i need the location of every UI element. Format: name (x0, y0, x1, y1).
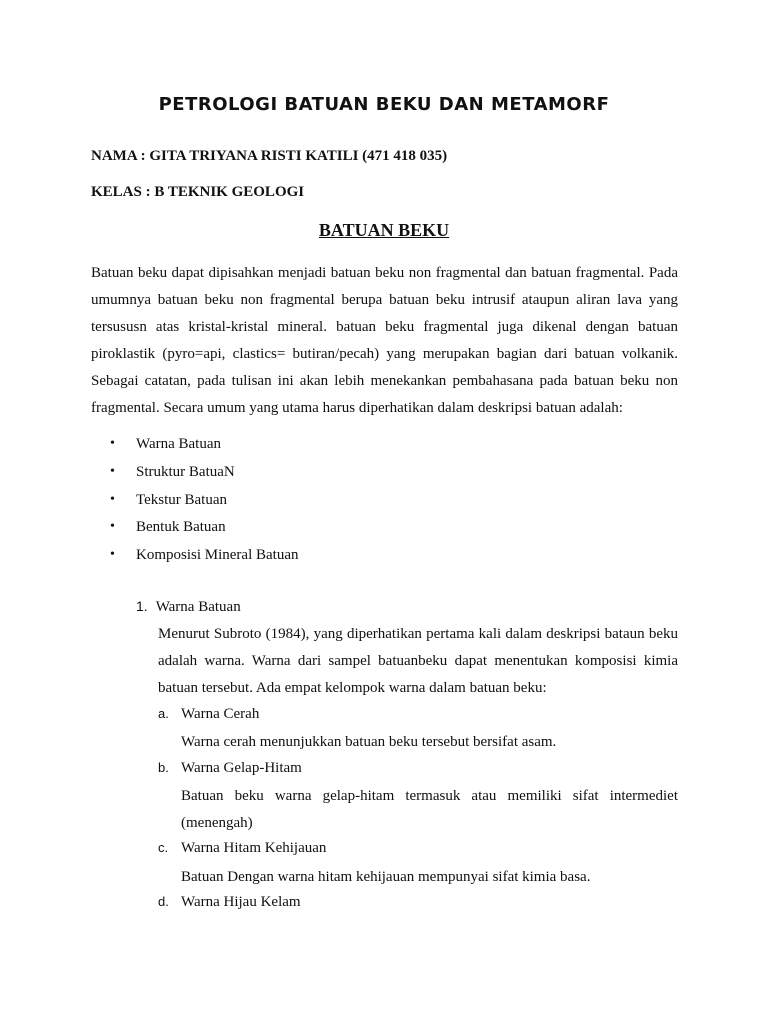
bullet-label: Warna Batuan (136, 436, 222, 452)
subitem-title: Warna Hijau Kelam (181, 894, 301, 910)
subitem-description: Batuan Dengan warna hitam kehijauan mempunyai sifat kimia basa. (181, 869, 591, 885)
subitem-description: Warna cerah menunjukkan batuan beku tersebut bersifat asam. (181, 734, 557, 750)
student-class: KELAS : B TEKNIK GEOLOGI (91, 184, 305, 200)
subitem-letter: a. (158, 706, 169, 721)
bullet-icon: • (110, 519, 115, 535)
item-number: 1. (136, 598, 148, 614)
bullet-icon: • (110, 491, 115, 507)
subitem-letter: b. (158, 760, 169, 775)
item-heading: Warna Batuan (155, 599, 241, 615)
subitem-letter: c. (158, 840, 169, 855)
bullet-icon: • (110, 463, 115, 479)
list-item (91, 433, 651, 461)
subitem-heading (158, 760, 302, 777)
bullet-label: Komposisi Mineral Batuan (136, 547, 299, 564)
document-title: PETROLOGI BATUAN BEKU DAN METAMORF (158, 94, 610, 115)
bullet-label: Struktur BatuaN (136, 463, 235, 480)
bullet-list (91, 433, 651, 572)
subitem-heading (158, 840, 326, 857)
student-name: NAMA : GITA TRIYANA RISTI KATILI (471 418 035) (91, 148, 448, 164)
subitem-heading (158, 894, 301, 911)
list-item (91, 516, 651, 544)
list-item (91, 461, 651, 489)
numbered-item-body: Menurut Subroto (1984), yang diperhatikan pertama kali dalam deskripsi bataun beku adalah warna. Warna dari sampel batuanbeku dapat menentukan komposisi kimia batuan tersebut. Ada empat kelompok warna dalam batuan beku: (158, 626, 678, 696)
list-item (91, 489, 651, 517)
bullet-label: Tekstur Batuan (136, 491, 228, 508)
bullet-icon: • (110, 547, 115, 563)
subitem-letter: d. (158, 894, 169, 909)
list-item (91, 544, 651, 572)
subitem-heading (158, 706, 259, 723)
subitem-description: Batuan beku warna gelap-hitam termasuk atau memiliki sifat intermediet (menengah) (181, 788, 678, 831)
subitem-title: Warna Gelap-Hitam (181, 760, 302, 776)
subitem-title: Warna Cerah (181, 706, 260, 722)
subitem-title: Warna Hitam Kehijauan (181, 840, 327, 856)
bullet-label: Bentuk Batuan (136, 519, 226, 536)
numbered-item-heading (136, 598, 241, 616)
intro-paragraph: Batuan beku dapat dipisahkan menjadi batuan beku non fragmental dan batuan fragmental. Pada umumnya batuan beku non fragmental berupa batuan beku intrusif ataupun aliran lava yang tersususn atas kristal-kristal mineral. batuan beku fragmental juga dikenal dengan batuan piroklastik (pyro=api, clastics= butiran/pecah) yang merupakan bagian dari batuan volkanik. Sebagai catatan, pada tulisan ini akan lebih menekankan pembahasana pada batuan beku non fragmental. Secara umum yang utama harus diperhatikan dalam deskripsi batuan adalah: (91, 265, 678, 416)
section-heading: BATUAN BEKU (318, 220, 450, 240)
bullet-icon: • (110, 436, 115, 451)
